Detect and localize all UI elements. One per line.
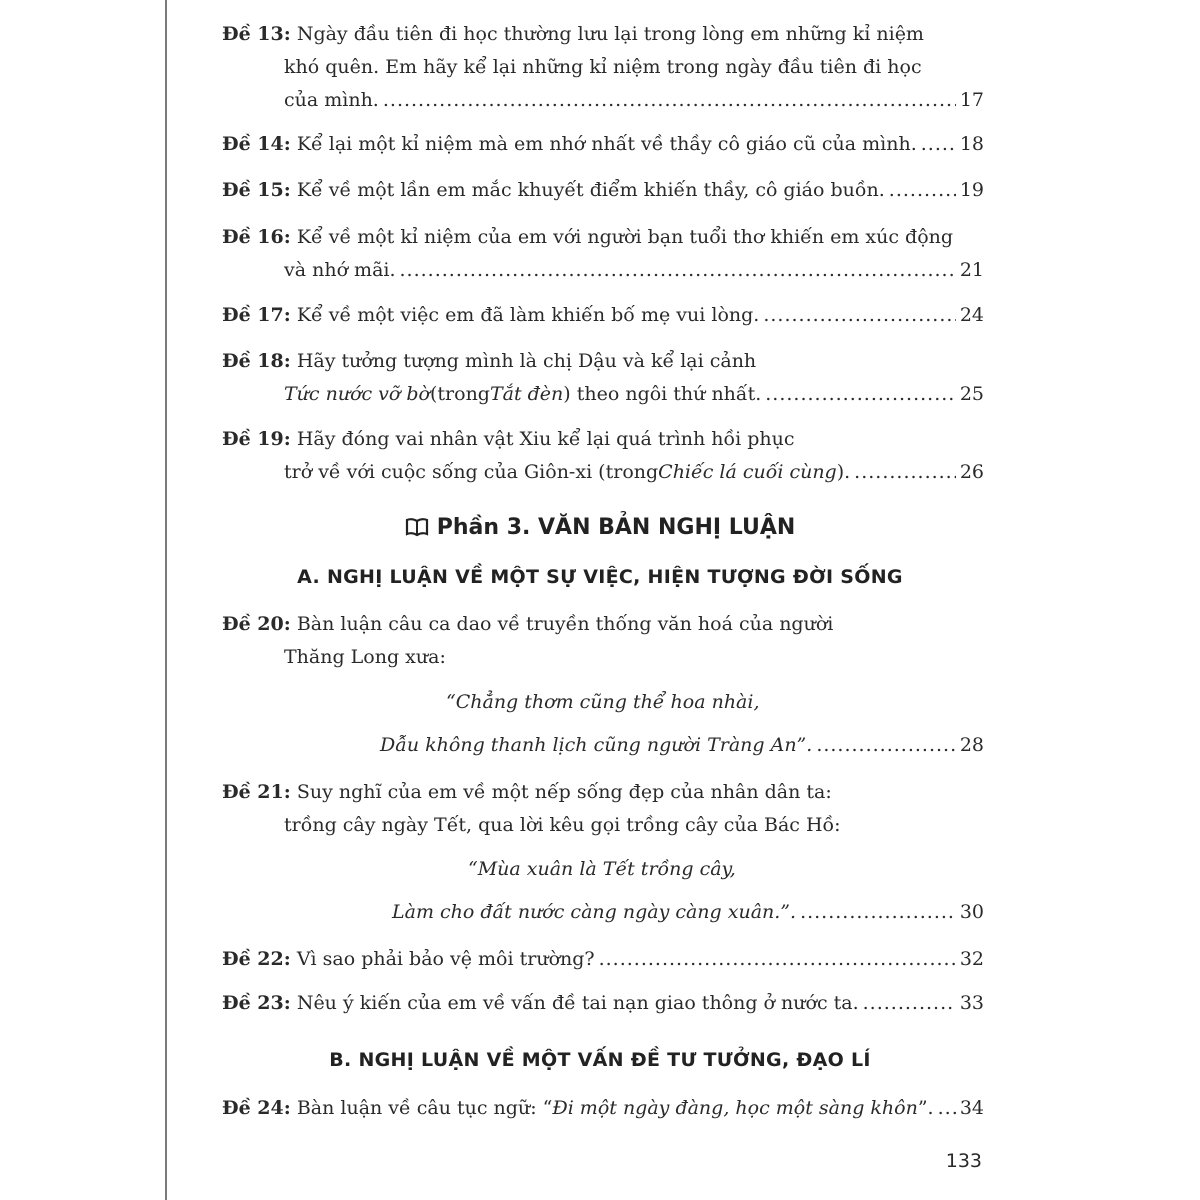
entry-page-number: 21 — [959, 259, 984, 281]
entry-text: Ngày đầu tiên đi học thường lưu lại trong lòng em những kỉ niệm — [296, 23, 924, 45]
verse-line: “Mùa xuân là Tết trồng cây, — [468, 858, 736, 880]
work-title: Tắt đèn — [489, 383, 564, 405]
toc-entry-18[interactable] — [222, 345, 984, 411]
work-title: Chiếc lá cuối cùng — [658, 461, 837, 483]
dot-leader — [854, 456, 956, 489]
entry-label: Đề 18: — [222, 350, 291, 372]
entry-label: Đề 22: — [222, 948, 291, 970]
entry-text: Kể về một việc em đã làm khiến bố mẹ vui lòng. — [296, 304, 760, 326]
dot-leader — [599, 943, 956, 976]
entry-page-number: 28 — [959, 734, 984, 756]
dot-leader — [921, 128, 956, 161]
dot-leader — [863, 987, 956, 1020]
verse-line: “Chẳng thơm cũng thể hoa nhài, — [446, 691, 760, 713]
entry-text: ). — [836, 461, 851, 483]
toc-entry-20[interactable] — [222, 608, 984, 674]
toc-entry-22[interactable] — [222, 943, 984, 976]
part-heading-text: Phần 3. VĂN BẢN NGHỊ LUẬN — [436, 515, 796, 540]
entry-label: Đề 15: — [222, 179, 291, 201]
entry-page-number: 33 — [959, 992, 984, 1014]
toc-entry-21-verse-end[interactable] — [222, 896, 984, 929]
toc-entry-15[interactable] — [222, 174, 984, 207]
page-number: 133 — [945, 1150, 982, 1172]
entry-label: Đề 20: — [222, 613, 291, 635]
entry-text: Hãy đóng vai nhân vật Xiu kể lại quá trình hồi phục — [296, 428, 795, 450]
entry-text: trồng cây ngày Tết, qua lời kêu gọi trồng cây của Bác Hồ: — [284, 814, 841, 836]
toc-entry-24[interactable] — [222, 1092, 984, 1125]
entry-text: Hãy tưởng tượng mình là chị Dậu và kể lại cảnh — [296, 350, 757, 372]
entry-text: và nhớ mãi. — [284, 259, 396, 281]
entry-text: Kể lại một kỉ niệm mà em nhớ nhất về thầy cô giáo cũ của mình. — [296, 133, 917, 155]
entry-text: Bàn luận câu ca dao về truyền thống văn hoá của người — [296, 613, 834, 635]
open-book-icon — [405, 517, 429, 543]
dot-leader — [938, 1092, 956, 1125]
dot-leader — [383, 84, 956, 117]
entry-text: Nêu ý kiến của em về vấn đề tai nạn giao thông ở nước ta. — [296, 992, 859, 1014]
toc-entry-20-verse — [222, 686, 984, 719]
entry-page-number: 34 — [959, 1097, 984, 1119]
toc-entry-14[interactable] — [222, 128, 984, 161]
toc-entry-19[interactable] — [222, 423, 984, 489]
dot-leader — [763, 299, 955, 332]
proverb-text: Đi một ngày đàng, học một sàng khôn — [552, 1097, 918, 1119]
toc-entry-23[interactable] — [222, 987, 984, 1020]
dot-leader — [816, 729, 956, 762]
entry-text: Vì sao phải bảo vệ môi trường? — [296, 948, 595, 970]
entry-label: Đề 23: — [222, 992, 291, 1014]
entry-text: Kể về một kỉ niệm của em với người bạn tuổi thơ khiến em xúc động — [296, 226, 954, 248]
toc-entry-20-verse-end[interactable] — [222, 729, 984, 762]
entry-page-number: 26 — [959, 461, 984, 483]
entry-label: Đề 21: — [222, 781, 291, 803]
verse-line: Làm cho đất nước càng ngày càng xuân.”. — [392, 901, 797, 923]
entry-text: Suy nghĩ của em về một nếp sống đẹp của nhân dân ta: — [296, 781, 832, 803]
entry-label: Đề 13: — [222, 23, 291, 45]
entry-page-number: 19 — [959, 179, 984, 201]
entry-page-number: 30 — [959, 901, 984, 923]
entry-label: Đề 24: — [222, 1097, 291, 1119]
subsection-heading-b: B. NGHỊ LUẬN VỀ MỘT VẤN ĐỀ TƯ TƯỞNG, ĐẠO LÍ — [329, 1049, 871, 1071]
entry-text: Bàn luận về câu tục ngữ: “ — [296, 1097, 553, 1119]
entry-page-number: 24 — [959, 304, 984, 326]
entry-page-number: 25 — [959, 383, 984, 405]
entry-text: ) theo ngôi thứ nhất. — [563, 383, 762, 405]
dot-leader — [800, 896, 956, 929]
toc-entry-13[interactable] — [222, 18, 984, 117]
entry-label: Đề 17: — [222, 304, 291, 326]
toc-entry-21-verse — [222, 853, 984, 886]
dot-leader — [400, 254, 956, 287]
subsection-heading-a: A. NGHỊ LUẬN VỀ MỘT SỰ VIỆC, HIỆN TƯỢNG ĐỜI SỐNG — [297, 566, 903, 588]
dot-leader — [889, 174, 956, 207]
work-title: Tức nước vỡ bờ — [284, 383, 430, 405]
entry-text: Kể về một lần em mắc khuyết điểm khiến thầy, cô giáo buồn. — [296, 179, 885, 201]
toc-entry-21[interactable] — [222, 776, 984, 842]
entry-text: (trong — [430, 383, 490, 405]
entry-text: khó quên. Em hãy kể lại những kỉ niệm trong ngày đầu tiên đi học — [284, 56, 922, 78]
entry-text: ”. — [917, 1097, 934, 1119]
entry-text: trở về với cuộc sống của Giôn-xi (trong — [284, 461, 659, 483]
entry-page-number: 17 — [959, 89, 984, 111]
entry-label: Đề 19: — [222, 428, 291, 450]
part-heading — [0, 515, 1200, 543]
entry-label: Đề 14: — [222, 133, 291, 155]
entry-page-number: 32 — [959, 948, 984, 970]
toc-entry-17[interactable] — [222, 299, 984, 332]
entry-text: Thăng Long xưa: — [284, 646, 446, 668]
entry-page-number: 18 — [959, 133, 984, 155]
dot-leader — [765, 378, 956, 411]
entry-label: Đề 16: — [222, 226, 291, 248]
verse-line: Dẫu không thanh lịch cũng người Tràng An”. — [380, 734, 813, 756]
toc-entry-16[interactable] — [222, 221, 984, 287]
entry-text: của mình. — [284, 89, 379, 111]
